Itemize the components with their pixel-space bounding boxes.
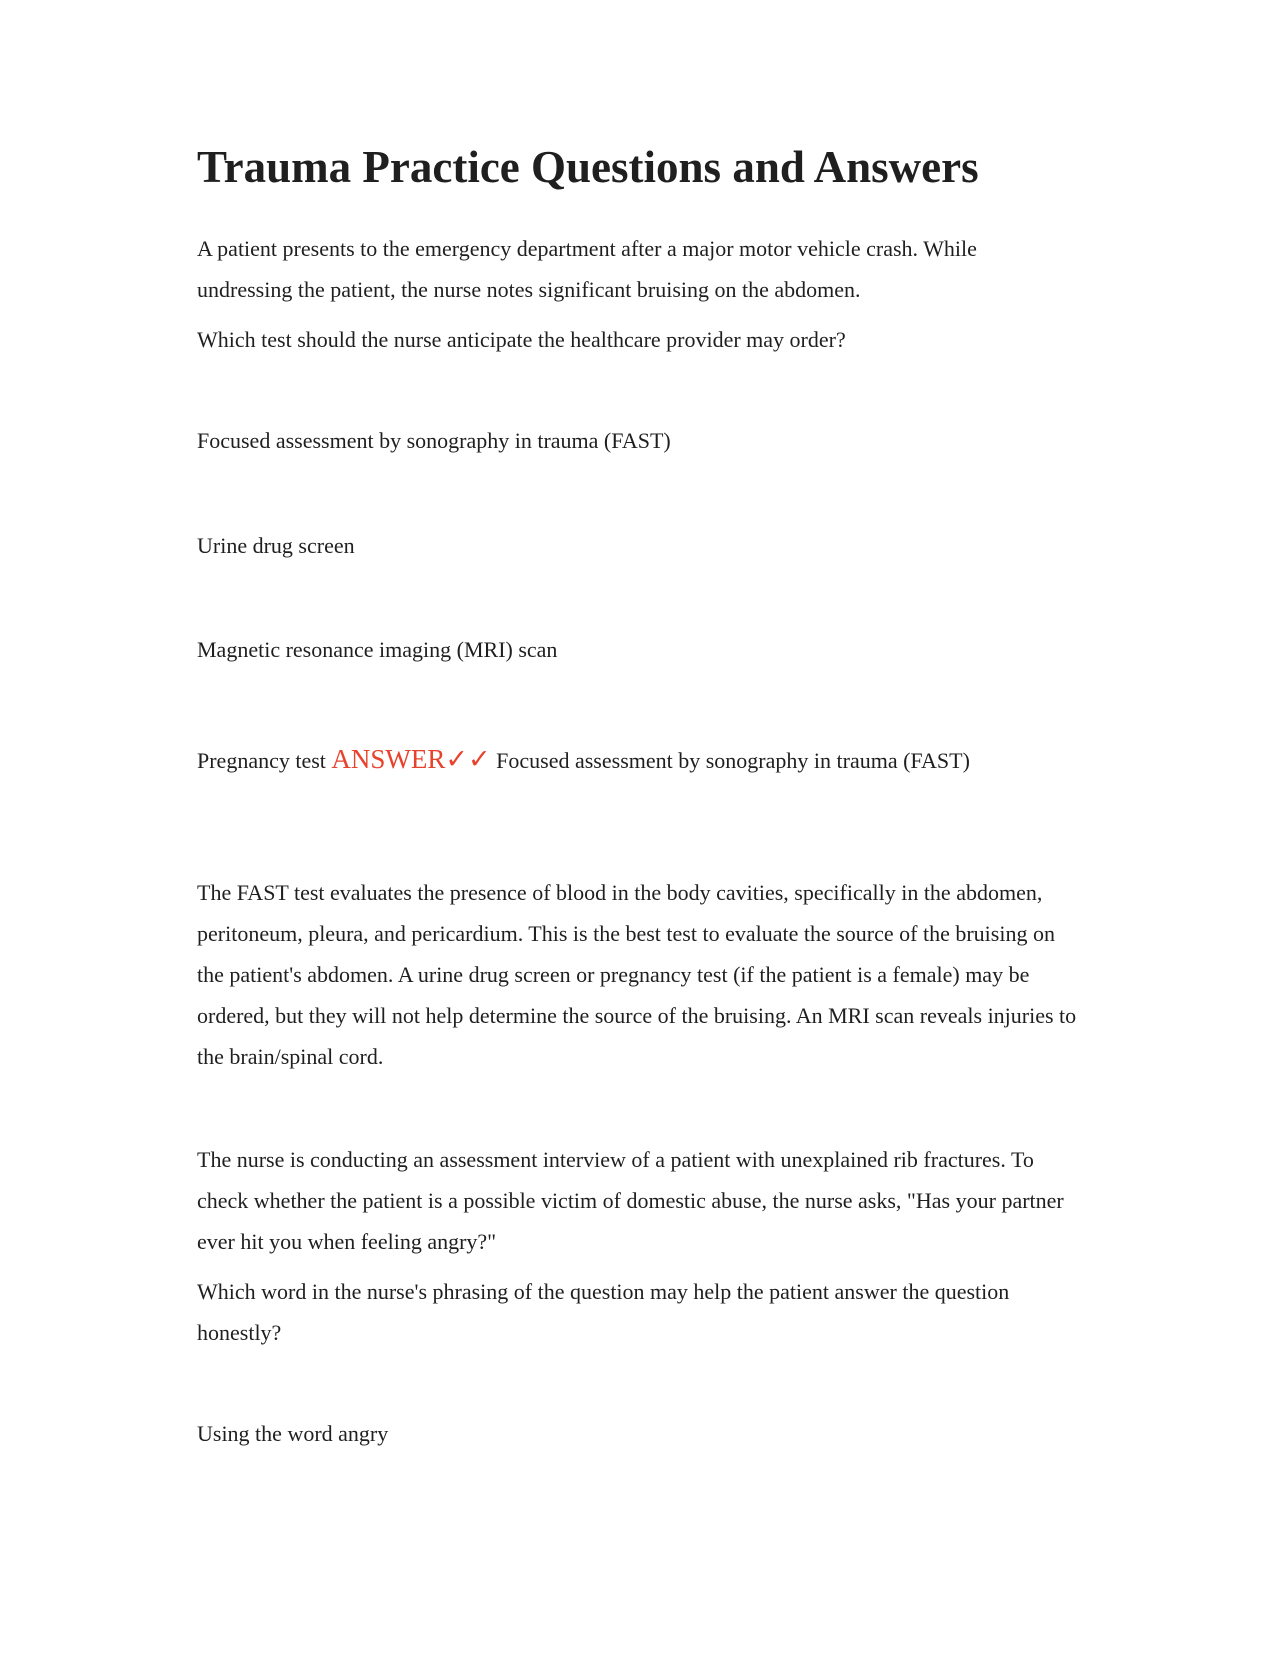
q2-question: Which word in the nurse's phrasing of the question may help the patient answer the question honestly? (197, 1279, 1010, 1345)
q1-option-4-with-answer (197, 739, 1077, 781)
q1-option-4: Pregnancy test (197, 748, 326, 773)
q2-option-1: Using the word angry (197, 1421, 389, 1446)
q1-rationale: The FAST test evaluates the presence of blood in the body cavities, specifically in the abdomen, peritoneum, pleura, and pericardium. This is the best test to evaluate the source of the bruising on the patient's abdomen. A urine drug screen or pregnancy test (if the patient is a female) may be ordered, but they will not help determine the source of the bruising. An MRI scan reveals injuries to the brain/spinal cord. (197, 880, 1077, 1069)
q2-scenario: The nurse is conducting an assessment interview of a patient with unexplained rib fractures. To check whether the patient is a possible victim of domestic abuse, the nurse asks, "Has your partner ever hit you when feeling angry?" (197, 1147, 1064, 1254)
q1-option-1: Focused assessment by sonography in trauma (FAST) (197, 428, 671, 453)
q1-option-3: Magnetic resonance imaging (MRI) scan (197, 637, 558, 662)
q1-option-2: Urine drug screen (197, 533, 355, 558)
page-title: Trauma Practice Questions and Answers (197, 142, 979, 192)
q1-scenario: A patient presents to the emergency department after a major motor vehicle crash. While undressing the patient, the nurse notes significant bruising on the abdomen. (197, 236, 977, 302)
q1-question: Which test should the nurse anticipate the healthcare provider may order? (197, 327, 846, 352)
q1-answer: Focused assessment by sonography in trauma (FAST) (496, 748, 970, 773)
answer-marker: ANSWER✓✓ (331, 744, 491, 774)
